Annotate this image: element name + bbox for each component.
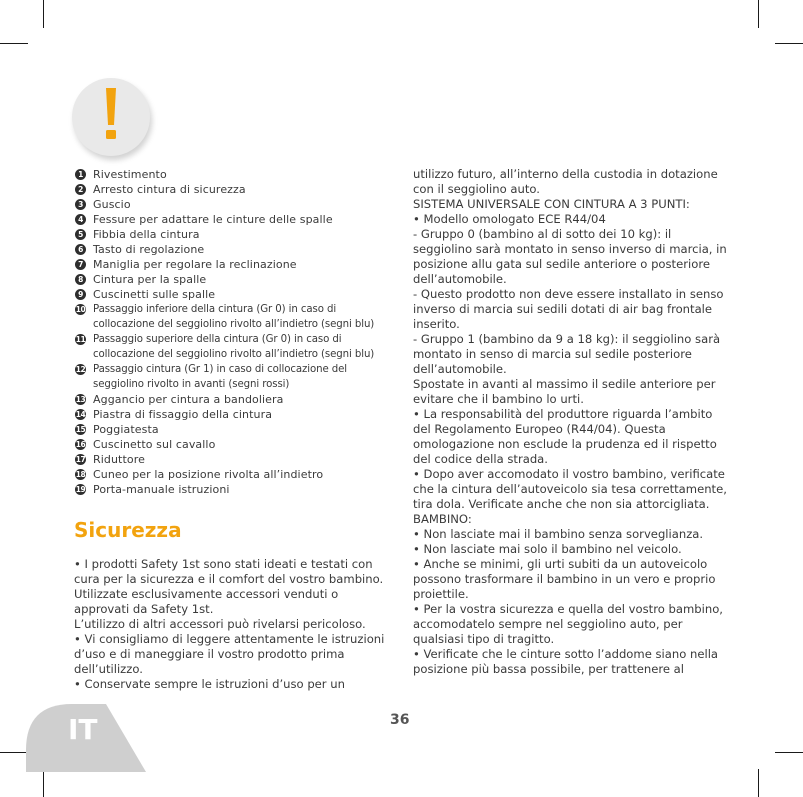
paragraph: - Gruppo 0 (bambino al di sotto dei 10 kg): il seggiolino sarà montato in senso inverso di marcia, in posizione allu gata sul sedile anteriore o posteriore dell’automobile. [413,227,727,286]
page-number: 36 [390,712,410,728]
parts-list [75,167,395,497]
paragraph: SISTEMA UNIVERSALE CON CINTURA A 3 PUNTI: [413,197,690,211]
list-item [75,212,395,227]
paragraph: • Modello omologato ECE R44/04 [413,212,606,226]
item-number-badge: 13 [75,395,86,404]
item-label: Piastra di fissaggio della cintura [93,408,273,421]
paragraph: utilizzo futuro, all’interno della custodia in dotazione con il seggiolino auto. [413,167,718,196]
item-label: Poggiatesta [93,423,159,436]
item-number-badge: 4 [75,214,86,225]
language-tab [26,704,146,772]
item-number-badge: 5 [75,229,86,240]
paragraph: - Gruppo 1 (bambino da 9 a 18 kg): il seggiolino sarà montato in senso di marcia sul sedile posteriore dell’automobile. [413,332,721,376]
crop-mark [758,769,759,797]
item-number-badge: 2 [75,184,86,195]
item-label: Porta-manuale istruzioni [93,483,230,496]
item-number-badge: 8 [75,274,86,285]
item-label: Maniglia per regolare la reclinazione [93,258,297,271]
crop-mark [43,769,44,797]
item-number-badge: 12 [75,365,86,374]
safety-text-left [74,557,392,692]
paragraph: • La responsabilità del produttore riguarda l’ambito del Regolamento Europeo (R44/04). Questa omologazione non esclude la prudenza ed il rispetto del codice della strada. [413,407,717,466]
item-label: Cintura per la spalle [93,273,207,286]
paragraph: BAMBINO: [413,512,472,526]
paragraph: • Per la vostra sicurezza e quella del vostro bambino, accomodatelo sempre nel seggiolino auto, per qualsiasi tipo di tragitto. [413,602,723,646]
crop-mark [775,43,803,44]
item-number-badge: 16 [75,440,86,449]
language-label: IT [68,713,98,746]
paragraph: - Questo prodotto non deve essere installato in senso inverso di marcia sui sedili dotati di air bag frontale inserito. [413,287,724,331]
item-label: Passaggio superiore della cintura (Gr 0) in caso di collocazione del seggiolino rivolto all’indietro (segni blu) [93,334,375,360]
item-label: Fessure per adattare le cinture delle spalle [93,213,333,226]
list-item [75,182,395,197]
item-number-badge: 19 [75,485,86,494]
list-item [75,467,395,482]
list-item [75,362,395,392]
safety-text-right [413,167,733,677]
paragraph: • Dopo aver accomodato il vostro bambino, verificate che la cintura dell’autoveicolo sia tesa correttamente, tira dola. Verificate anche che non sia attorcigliata. [413,467,727,511]
item-number-badge: 7 [75,259,86,270]
paragraph: • Non lasciate mai solo il bambino nel veicolo. [413,542,682,556]
crop-mark [0,752,28,753]
item-label: Cuscinetti sulle spalle [93,288,216,301]
item-label: Passaggio cintura (Gr 1) in caso di collocazione del seggiolino rivolto in avanti (segni rossi) [93,364,348,390]
list-item [75,242,395,257]
item-label: Arresto cintura di sicurezza [93,183,246,196]
item-label: Riduttore [93,453,145,466]
exclamation-warning-icon [72,78,150,156]
list-item [75,287,395,302]
paragraph: • Verificate che le cinture sotto l’addome siano nella posizione più bassa possibile, per trattenere al [413,647,719,676]
list-item [75,437,395,452]
list-item [75,422,395,437]
warning-badge [72,78,150,156]
list-item [75,392,395,407]
list-item [75,302,395,332]
item-number-badge: 1 [75,169,86,180]
list-item [75,167,395,182]
list-item [75,197,395,212]
item-label: Rivestimento [93,168,167,181]
item-label: Guscio [93,198,131,211]
item-label: Tasto di regolazione [93,243,205,256]
list-item [75,332,395,362]
item-number-badge: 11 [75,335,86,344]
item-label: Cuscinetto sul cavallo [93,438,216,451]
paragraph: • Conservate sempre le istruzioni d’uso per un [74,677,345,691]
list-item [75,452,395,467]
crop-mark [0,43,28,44]
paragraph: • Non lasciate mai il bambino senza sorveglianza. [413,527,704,541]
section-title: Sicurezza [74,518,182,542]
paragraph: Spostate in avanti al massimo il sedile anteriore per evitare che il bambino lo urti. [413,377,716,406]
crop-mark [758,0,759,28]
item-number-badge: 17 [75,455,86,464]
list-item [75,227,395,242]
paragraph: • I prodotti Safety 1st sono stati ideati e testati con cura per la sicurezza e il comfort del vostro bambino. Utilizzate esclusivamente accessori venduti o approvati da Safety 1st. [74,557,384,616]
item-number-badge: 3 [75,199,86,210]
crop-mark [775,752,803,753]
item-label: Cuneo per la posizione rivolta all’indietro [93,468,324,481]
paragraph: L’utilizzo di altri accessori può rivelarsi pericoloso. [74,617,366,631]
item-label: Passaggio inferiore della cintura (Gr 0) in caso di collocazione del seggiolino rivolto all’indietro (segni blu) [93,304,375,330]
list-item [75,272,395,287]
item-label: Aggancio per cintura a bandoliera [93,393,284,406]
item-number-badge: 18 [75,470,86,479]
item-number-badge: 10 [75,305,86,314]
item-label: Fibbia della cintura [93,228,200,241]
item-number-badge: 9 [75,289,86,300]
list-item [75,407,395,422]
paragraph: • Vi consigliamo di leggere attentamente le istruzioni d’uso e di maneggiare il vostro prodotto prima dell’utilizzo. [74,632,385,676]
item-number-badge: 6 [75,244,86,255]
item-number-badge: 15 [75,425,86,434]
paragraph: • Anche se minimi, gli urti subiti da un autoveicolo possono trasformare il bambino in un vero e proprio proiettile. [413,557,716,601]
crop-mark [43,0,44,28]
list-item [75,257,395,272]
list-item [75,482,395,497]
item-number-badge: 14 [75,410,86,419]
